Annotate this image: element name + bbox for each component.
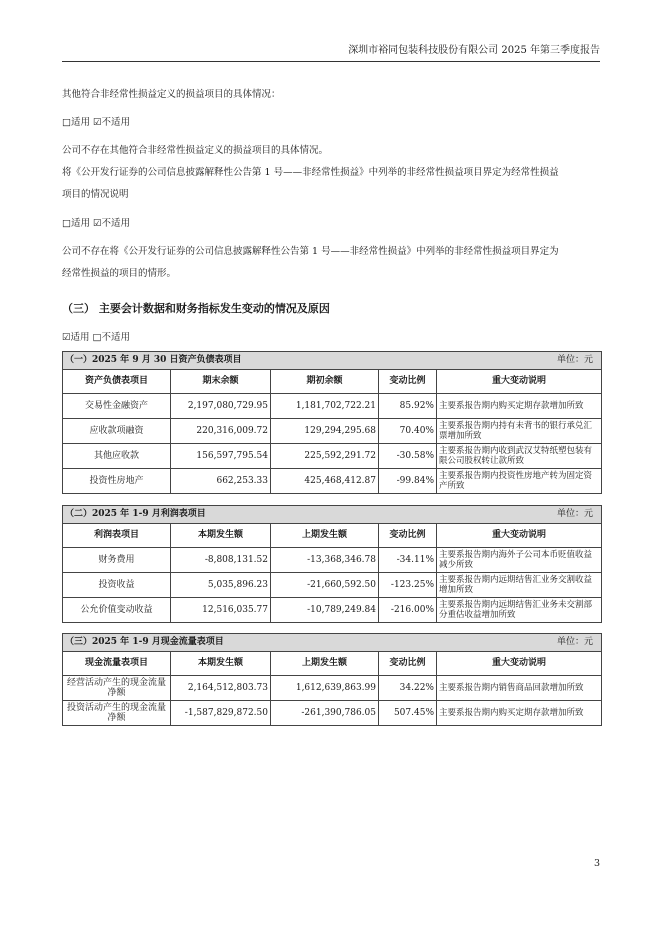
table-title-row bbox=[63, 506, 602, 524]
column-header: 变动比例 bbox=[379, 524, 437, 548]
change-explanation: 主要系报告期内收到武汉艾特纸塑包装有限公司股权转让款所致 bbox=[437, 444, 602, 469]
change-explanation: 主要系报告期内销售商品回款增加所致 bbox=[437, 676, 602, 701]
table-title-row bbox=[63, 634, 602, 652]
unit-label: 单位：元 bbox=[556, 509, 593, 520]
prior-value: 425,468,412.87 bbox=[271, 469, 379, 494]
column-header: 重大变动说明 bbox=[437, 370, 602, 394]
table-row bbox=[63, 394, 602, 419]
paragraph: 项目的情况说明 bbox=[62, 189, 129, 200]
balance-sheet-table bbox=[62, 351, 602, 494]
current-value: 2,197,080,729.95 bbox=[171, 394, 271, 419]
applicability-checkbox: □适用 ☑不适用 bbox=[62, 218, 131, 229]
table-row bbox=[63, 701, 602, 726]
item-name: 经营活动产生的现金流量净额 bbox=[63, 676, 171, 701]
change-explanation: 主要系报告期内购买定期存款增加所致 bbox=[437, 394, 602, 419]
change-ratio: 34.22% bbox=[379, 676, 437, 701]
table-title: （一）2025 年 9 月 30 日资产负债表项目 bbox=[65, 355, 242, 366]
table-title: （三）2025 年 1-9 月现金流量表项目 bbox=[65, 637, 224, 648]
table-row bbox=[63, 444, 602, 469]
item-name: 投资性房地产 bbox=[63, 469, 171, 494]
change-ratio: 70.40% bbox=[379, 419, 437, 444]
change-ratio: -216.00% bbox=[379, 598, 437, 623]
column-header: 上期发生额 bbox=[271, 652, 379, 676]
table-header-row bbox=[63, 370, 602, 394]
paragraph: 经常性损益的项目的情形。 bbox=[62, 268, 177, 279]
page-header bbox=[62, 44, 600, 62]
current-value: 156,597,795.54 bbox=[171, 444, 271, 469]
table-title-row bbox=[63, 352, 602, 370]
current-value: 5,035,896.23 bbox=[171, 573, 271, 598]
current-value: 12,516,035.77 bbox=[171, 598, 271, 623]
item-name: 财务费用 bbox=[63, 548, 171, 573]
column-header: 资产负债表项目 bbox=[63, 370, 171, 394]
section-title: （三） 主要会计数据和财务指标发生变动的情况及原因 bbox=[62, 302, 330, 315]
change-ratio: 85.92% bbox=[379, 394, 437, 419]
current-value: 2,164,512,803.73 bbox=[171, 676, 271, 701]
unit-label: 单位：元 bbox=[557, 637, 594, 648]
paragraph: 将《公开发行证券的公司信息披露解释性公告第 1 号——非经常性损益》中列举的非经常性损益项目界定为经常性损益 bbox=[62, 167, 559, 178]
change-explanation: 主要系报告期内远期结售汇业务交割收益增加所致 bbox=[437, 573, 602, 598]
item-name: 公允价值变动收益 bbox=[63, 598, 171, 623]
table-row bbox=[63, 573, 602, 598]
column-header: 利润表项目 bbox=[63, 524, 171, 548]
item-name: 投资活动产生的现金流量净额 bbox=[63, 701, 171, 726]
column-header: 上期发生额 bbox=[271, 524, 379, 548]
prior-value: -261,390,786.05 bbox=[271, 701, 379, 726]
change-explanation: 主要系报告期内远期结售汇业务未交割部分重估收益增加所致 bbox=[437, 598, 602, 623]
table-row bbox=[63, 469, 602, 494]
prior-value: 1,181,702,722.21 bbox=[271, 394, 379, 419]
change-explanation: 主要系报告期内海外子公司本币贬值收益减少所致 bbox=[437, 548, 602, 573]
prior-value: -10,789,249.84 bbox=[271, 598, 379, 623]
item-name: 其他应收款 bbox=[63, 444, 171, 469]
item-name: 交易性金融资产 bbox=[63, 394, 171, 419]
paragraph: 其他符合非经常性损益定义的损益项目的具体情况： bbox=[62, 89, 281, 100]
column-header: 重大变动说明 bbox=[437, 652, 602, 676]
change-explanation: 主要系报告期内投资性房地产转为固定资产所致 bbox=[437, 469, 602, 494]
item-name: 投资收益 bbox=[63, 573, 171, 598]
prior-value: -13,368,346.78 bbox=[271, 548, 379, 573]
current-value: -8,808,131.52 bbox=[171, 548, 271, 573]
column-header: 本期发生额 bbox=[171, 652, 271, 676]
cash-flow-table bbox=[62, 633, 602, 726]
prior-value: 1,612,639,863.99 bbox=[271, 676, 379, 701]
applicability-checkbox: ☑适用 □不适用 bbox=[62, 332, 131, 343]
income-statement-table bbox=[62, 505, 602, 623]
applicability-checkbox: □适用 ☑不适用 bbox=[62, 117, 131, 128]
table-header-row bbox=[63, 524, 602, 548]
report-title: 深圳市裕同包装科技股份有限公司 2025 年第三季度报告 bbox=[348, 45, 600, 56]
column-header: 期末余额 bbox=[171, 370, 271, 394]
table-title: （二）2025 年 1-9 月利润表项目 bbox=[65, 509, 206, 520]
table-row bbox=[63, 419, 602, 444]
current-value: 220,316,009.72 bbox=[171, 419, 271, 444]
unit-label: 单位：元 bbox=[557, 355, 594, 366]
change-ratio: -30.58% bbox=[379, 444, 437, 469]
column-header: 本期发生额 bbox=[171, 524, 271, 548]
change-explanation: 主要系报告期内购买定期存款增加所致 bbox=[437, 701, 602, 726]
paragraph: 公司不存在其他符合非经常性损益定义的损益项目的具体情况。 bbox=[62, 145, 329, 156]
table-row bbox=[63, 598, 602, 623]
prior-value: 225,592,291.72 bbox=[271, 444, 379, 469]
change-ratio: -99.84% bbox=[379, 469, 437, 494]
column-header: 期初余额 bbox=[271, 370, 379, 394]
table-row bbox=[63, 676, 602, 701]
column-header: 现金流量表项目 bbox=[63, 652, 171, 676]
column-header: 变动比例 bbox=[379, 652, 437, 676]
change-ratio: 507.45% bbox=[379, 701, 437, 726]
change-explanation: 主要系报告期内持有未背书的银行承兑汇票增加所致 bbox=[437, 419, 602, 444]
change-ratio: -34.11% bbox=[379, 548, 437, 573]
current-value: -1,587,829,872.50 bbox=[171, 701, 271, 726]
current-value: 662,253.33 bbox=[171, 469, 271, 494]
table-row bbox=[63, 548, 602, 573]
prior-value: -21,660,592.50 bbox=[271, 573, 379, 598]
table-header-row bbox=[63, 652, 602, 676]
change-ratio: -123.25% bbox=[379, 573, 437, 598]
column-header: 变动比例 bbox=[379, 370, 437, 394]
column-header: 重大变动说明 bbox=[437, 524, 602, 548]
page-number: 3 bbox=[593, 858, 600, 869]
item-name: 应收款项融资 bbox=[63, 419, 171, 444]
paragraph: 公司不存在将《公开发行证券的公司信息披露解释性公告第 1 号——非经常性损益》中列举的非经常性损益项目界定为 bbox=[62, 246, 559, 257]
prior-value: 129,294,295.68 bbox=[271, 419, 379, 444]
